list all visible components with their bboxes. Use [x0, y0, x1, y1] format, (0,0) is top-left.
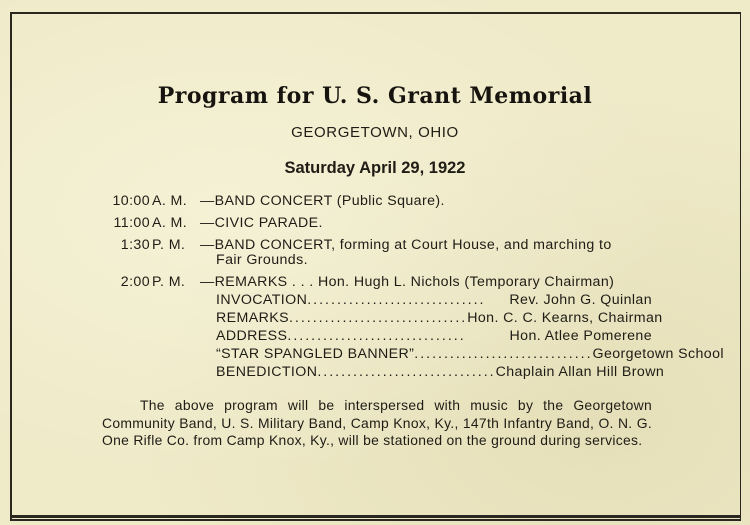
schedule-ampm: A. M.: [152, 215, 188, 231]
schedule-time: 10:00: [112, 193, 150, 209]
schedule-ampm: A. M.: [152, 193, 188, 209]
program-location: GEORGETOWN, OHIO: [291, 124, 459, 141]
schedule-time: 1:30: [120, 237, 150, 253]
program-item-speaker: Rev. John G. Quinlan: [509, 292, 652, 308]
program-item-label: REMARKS: [216, 310, 289, 326]
schedule-time: 2:00: [120, 274, 150, 290]
program-item-speaker: Chaplain Allan Hill Brown: [495, 364, 665, 380]
leader-dots: ..............................: [317, 364, 496, 380]
program-note: The above program will be interspersed with music by the Georgetown Community Band, U. S. Military Band, Camp Knox, Ky., 147th Infantry Band, O. N. G. One Rifle Co. from Camp Knox, Ky., will be stationed on the ground during services.: [102, 397, 652, 448]
program-item-label: BENEDICTION: [216, 364, 318, 380]
program-item-label: ADDRESS: [216, 328, 288, 344]
program-item-speaker: Hon. Atlee Pomerene: [509, 328, 652, 344]
schedule-activity: —BAND CONCERT (Public Square).: [200, 193, 445, 209]
schedule-activity: —BAND CONCERT, forming at Court House, and marching to: [200, 237, 612, 253]
schedule-time: 11:00: [113, 215, 150, 231]
program-item: [216, 346, 724, 362]
leader-dots: ..............................: [414, 346, 593, 362]
schedule-activity: —CIVIC PARADE.: [200, 215, 323, 231]
schedule-activity: —REMARKS . . . Hon. Hugh L. Nichols (Temporary Chairman): [200, 274, 615, 290]
program-item-speaker: Georgetown School: [592, 346, 724, 362]
program-item: [216, 292, 652, 308]
leader-dots: ..............................: [307, 292, 486, 308]
program-item-label: INVOCATION: [216, 292, 308, 308]
schedule-ampm: P. M.: [152, 237, 186, 253]
page-border-bottom: [10, 515, 740, 518]
program-item: [216, 364, 665, 380]
schedule-activity-continued: Fair Grounds.: [216, 252, 308, 268]
program-item: [216, 310, 663, 326]
program-date: Saturday April 29, 1922: [284, 159, 466, 177]
program-title: Program for U. S. Grant Memorial: [157, 83, 593, 109]
leader-dots: ..............................: [288, 310, 468, 326]
program-item: [216, 328, 652, 344]
program-item-label: “STAR SPANGLED BANNER”: [216, 346, 415, 362]
schedule-ampm: P. M.: [152, 274, 186, 290]
program-item-speaker: Hon. C. C. Kearns, Chairman: [467, 310, 663, 326]
leader-dots: ..............................: [287, 328, 466, 344]
